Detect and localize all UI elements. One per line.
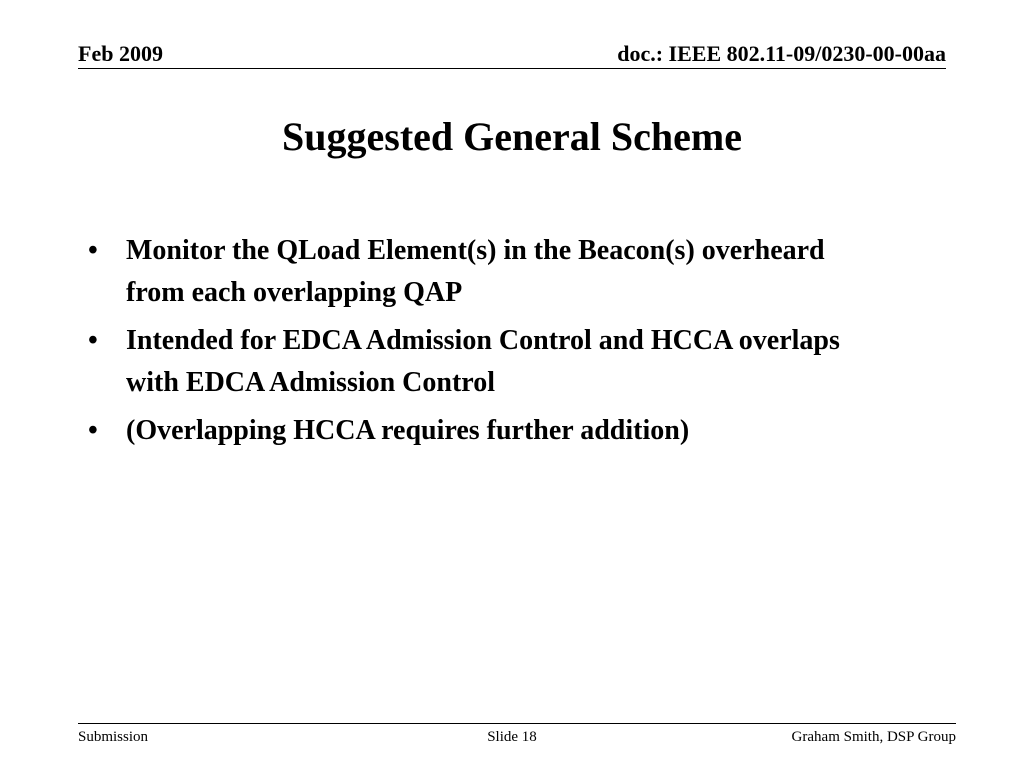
footer-submission: Submission: [78, 729, 149, 745]
bullet-item: [88, 410, 888, 452]
bullet-text: Intended for EDCA Admission Control and HCCA overlaps with EDCA Admission Control: [126, 325, 840, 398]
bullet-item: [88, 230, 888, 314]
footer-divider: [78, 723, 956, 724]
slide-title: Suggested General Scheme: [282, 114, 742, 159]
bullet-list: [88, 230, 888, 458]
bullet-marker: •: [88, 415, 98, 446]
bullet-item: [88, 320, 888, 404]
bullet-text: Monitor the QLoad Element(s) in the Beacon(s) overheard from each overlapping QAP: [126, 235, 825, 308]
header-divider: [78, 68, 946, 69]
header-doc-id: doc.: IEEE 802.11-09/0230-00-00aa: [617, 41, 946, 66]
footer-author: Graham Smith, DSP Group: [791, 729, 956, 745]
bullet-marker: •: [88, 235, 98, 266]
bullet-marker: •: [88, 325, 98, 356]
bullet-text: (Overlapping HCCA requires further addition): [126, 415, 690, 446]
header-date: Feb 2009: [78, 41, 163, 66]
footer-slide-number: Slide 18: [487, 729, 537, 745]
